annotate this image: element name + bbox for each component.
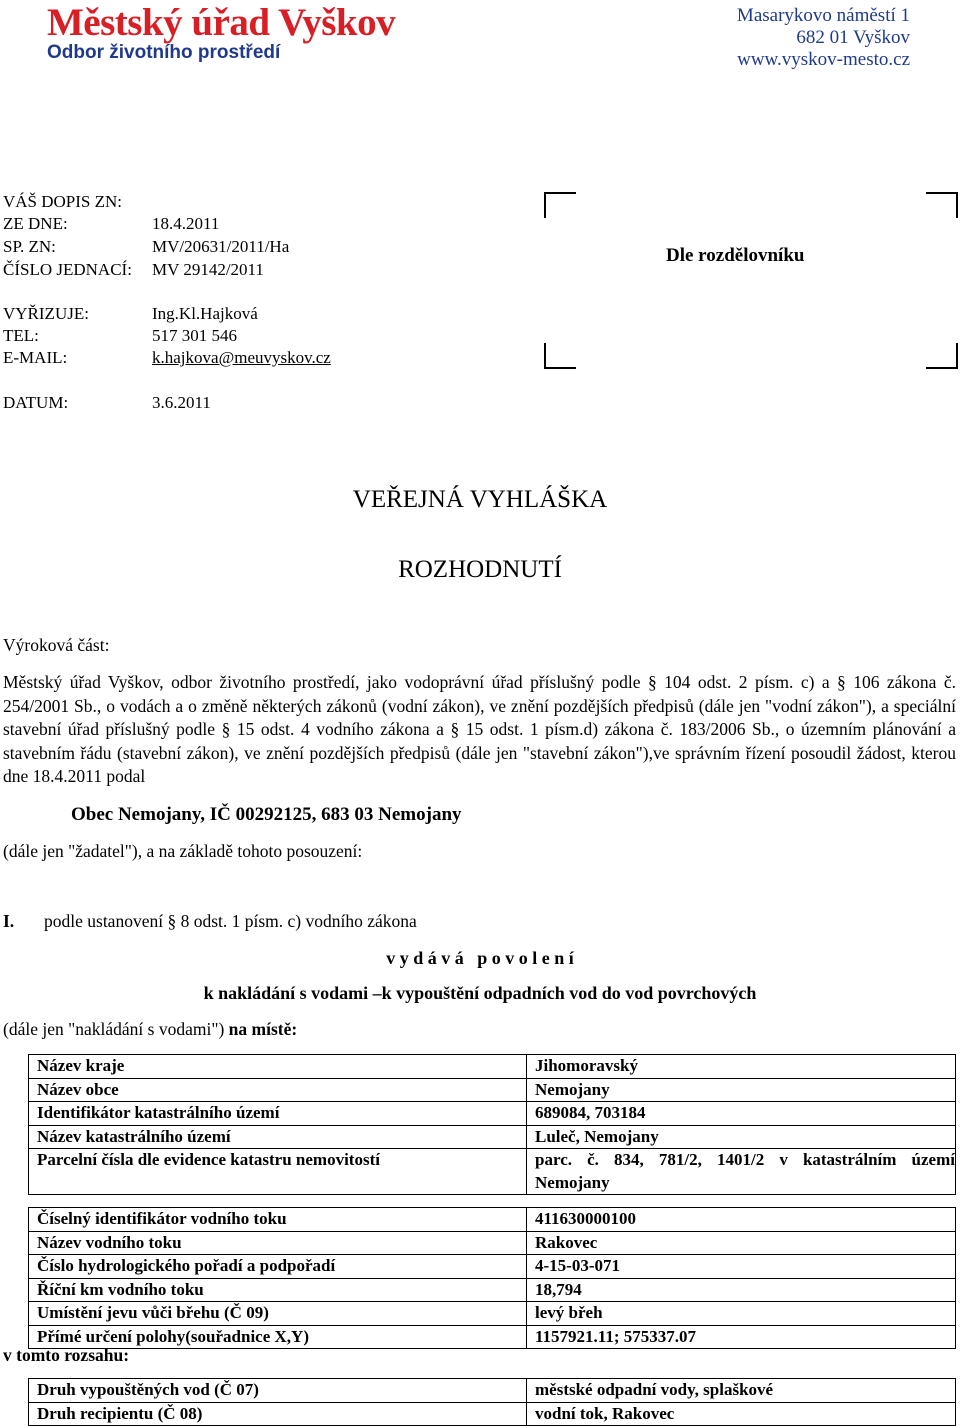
section-number: I. — [3, 911, 15, 931]
datum-value: 3.6.2011 — [152, 393, 211, 412]
table-spacer — [29, 1195, 956, 1208]
email-label: E-MAIL: — [3, 348, 68, 367]
cislo-jednaci-value: MV 29142/2011 — [152, 260, 264, 279]
table-row — [29, 1125, 956, 1149]
tel-value: 517 301 546 — [152, 326, 237, 345]
table-row — [29, 1208, 956, 1232]
vyrokova-cast-heading: Výroková část: — [3, 635, 110, 655]
ze-dne-label: ZE DNE: — [3, 214, 68, 233]
dale-jen-row — [3, 1019, 297, 1040]
department-name: Odbor životního prostředí — [47, 42, 281, 63]
vydava-povoleni: v y d á v á p o v o l e n í — [386, 948, 574, 968]
vas-dopis-label: VÁŠ DOPIS ZN: — [3, 192, 123, 211]
table-value-cell: parc. č. 834, 781/2, 1401/2 v katastrálním území Nemojany — [527, 1149, 956, 1195]
table-label-cell: Druh recipientu (Č 08) — [29, 1402, 527, 1426]
table-label-cell: Název obce — [29, 1078, 527, 1102]
window-corner-top-left — [544, 192, 576, 218]
table-label-cell: Přímé určení polohy(souřadnice X,Y) — [29, 1325, 527, 1349]
table-value-cell: Jihomoravský — [527, 1055, 956, 1079]
table-label-cell: Identifikátor katastrálního území — [29, 1102, 527, 1126]
table-row — [29, 1325, 956, 1349]
table-value-cell: 1157921.11; 575337.07 — [527, 1325, 956, 1349]
k-nakladani: k nakládání s vodami –k vypouštění odpadních vod do vod povrchových — [203, 983, 757, 1003]
table-value-cell: vodní tok, Rakovec — [527, 1402, 956, 1426]
table-value-cell: 689084, 703184 — [527, 1102, 956, 1126]
recipient: Dle rozdělovníku — [666, 245, 805, 266]
cislo-jednaci-label: ČÍSLO JEDNACÍ: — [3, 260, 132, 279]
dale-jen-text: (dále jen "nakládání s vodami") — [3, 1019, 229, 1039]
website-link[interactable]: www.vyskov-mesto.cz — [737, 49, 910, 70]
sp-zn-value: MV/20631/2011/Ha — [152, 237, 290, 256]
address-city: 682 01 Vyškov — [796, 27, 910, 48]
table-label-cell: Parcelní čísla dle evidence katastru nemovitostí — [29, 1149, 527, 1195]
tel-label: TEL: — [3, 326, 39, 345]
table-value-cell: levý břeh — [527, 1302, 956, 1326]
table-row — [29, 1255, 956, 1279]
table-value-cell: 411630000100 — [527, 1208, 956, 1232]
table-label-cell: Název vodního toku — [29, 1231, 527, 1255]
table-value-cell: 4-15-03-071 — [527, 1255, 956, 1279]
table-label-cell: Název katastrálního území — [29, 1125, 527, 1149]
vas-dopis-row — [3, 191, 122, 212]
datum-row — [3, 392, 211, 413]
table-row — [29, 1149, 956, 1195]
email-row — [3, 347, 331, 368]
table-value-cell: městské odpadní vody, splaškové — [527, 1379, 956, 1403]
table-label-cell: Název kraje — [29, 1055, 527, 1079]
tel-row — [3, 325, 237, 346]
ze-dne-row — [3, 213, 220, 234]
office-name: Městský úřad Vyškov — [47, 1, 396, 44]
table-row — [29, 1278, 956, 1302]
vyrizuje-row — [3, 303, 258, 324]
table-row — [29, 1379, 956, 1403]
intro-paragraph: Městský úřad Vyškov, odbor životního prostředí, jako vodoprávní úřad příslušný podle § 104 odst. 2 písm. c) a § 106 zákona č. 254/2001 Sb., o vodách a o změně některých zákonů (vodní zákon), ve znění pozdějších předpisů (dále jen "vodní zákon"), a speciální stavební úřad příslušný podle § 15 odst. 4 vodního zákona a § 15 odst. 1 písm.d) zákona č. 183/2006 Sb., o územním plánování a stavebním řádu (stavební zákon), ve znění pozdějších předpisů (dále jen "stavební zákon"),ve správním řízení posoudil žádost, kterou dne 18.4.2011 podal — [3, 672, 956, 786]
table-row — [29, 1302, 956, 1326]
table-row — [29, 1231, 956, 1255]
document-title: VEŘEJNÁ VYHLÁŠKA — [352, 486, 608, 513]
table-value-cell: Nemojany — [527, 1078, 956, 1102]
applicant-note: (dále jen "žadatel"), a na základě tohoto posouzení: — [3, 841, 363, 861]
applicant: Obec Nemojany, IČ 00292125, 683 03 Nemojany — [71, 804, 462, 825]
email-link[interactable]: k.hajkova@meuvyskov.cz — [152, 348, 331, 367]
table-label-cell: Číslo hydrologického pořadí a podpořadí — [29, 1255, 527, 1279]
vyrizuje-value: Ing.Kl.Hajková — [152, 304, 258, 323]
table-row — [29, 1195, 956, 1208]
document-subtitle: ROZHODNUTÍ — [398, 556, 562, 583]
table-label-cell: Říční km vodního toku — [29, 1278, 527, 1302]
v-tomto-rozsahu: v tomto rozsahu: — [3, 1345, 130, 1365]
table-value-cell: Rakovec — [527, 1231, 956, 1255]
address-street: Masarykovo náměstí 1 — [736, 5, 910, 26]
na-miste-label: na místě: — [228, 1019, 298, 1039]
table-label-cell: Číselný identifikátor vodního toku — [29, 1208, 527, 1232]
window-corner-top-right — [926, 192, 958, 218]
location-table — [28, 1054, 956, 1349]
table-row — [29, 1078, 956, 1102]
window-corner-bottom-right — [926, 343, 958, 369]
cislo-jednaci-row — [3, 259, 264, 280]
ze-dne-value: 18.4.2011 — [152, 214, 220, 233]
sp-zn-row — [3, 236, 290, 257]
datum-label: DATUM: — [3, 393, 69, 412]
table-row — [29, 1055, 956, 1079]
table-label-cell: Umístění jevu vůči břehu (Č 09) — [29, 1302, 527, 1326]
table-row — [29, 1402, 956, 1426]
table-label-cell: Druh vypouštěných vod (Č 07) — [29, 1379, 527, 1403]
vyrizuje-label: VYŘIZUJE: — [3, 304, 89, 323]
table-value-cell: 18,794 — [527, 1278, 956, 1302]
section-text: podle ustanovení § 8 odst. 1 písm. c) vodního zákona — [44, 911, 417, 931]
table-row — [29, 1102, 956, 1126]
table-value-cell: Luleč, Nemojany — [527, 1125, 956, 1149]
sp-zn-label: SP. ZN: — [3, 237, 56, 256]
window-corner-bottom-left — [544, 343, 576, 369]
scope-table — [28, 1378, 956, 1426]
